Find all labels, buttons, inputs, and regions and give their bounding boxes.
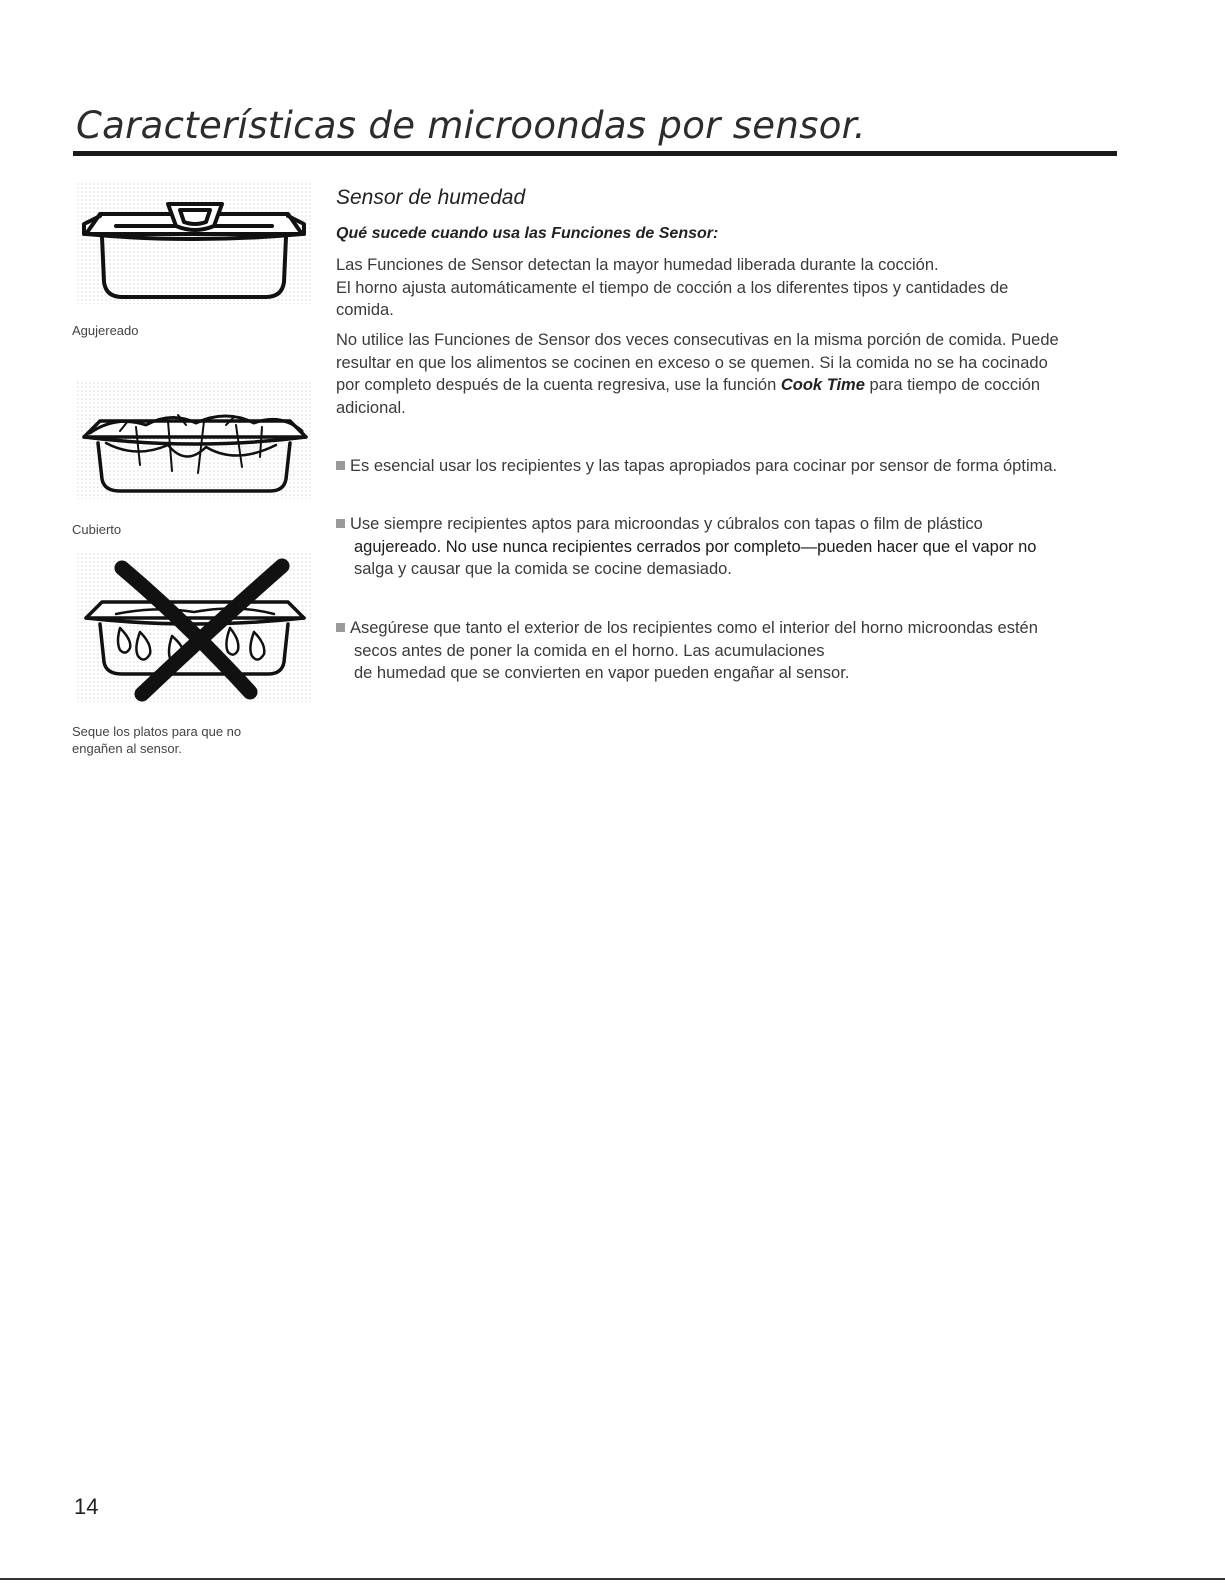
figure-caption-dry-line1: Seque los platos para que no bbox=[72, 724, 242, 739]
vented-casserole-figure bbox=[76, 182, 312, 304]
bullet-square-icon bbox=[336, 623, 345, 632]
bullet-square-icon bbox=[336, 519, 345, 528]
para2-line1: No utilice las Funciones de Sensor dos veces consecutivas en la misma porción de comida. Puede bbox=[336, 331, 1059, 349]
figure-caption-vented: Agujereado bbox=[72, 323, 139, 338]
bullet-square-icon bbox=[336, 461, 345, 470]
section-heading: Sensor de humedad bbox=[336, 186, 526, 209]
para1-line3: comida. bbox=[336, 301, 394, 319]
para1-line2: El horno ajusta automáticamente el tiempo de cocción a los diferentes tipos y cantidades de bbox=[336, 278, 1009, 297]
bullet-vent-covers bbox=[336, 513, 1116, 581]
figure-caption-dry-line2: engañen al sensor. bbox=[72, 741, 182, 756]
para2-line3-post: para tiempo de cocción bbox=[864, 376, 1041, 394]
bullet2-line1: Use siempre recipientes aptos para microondas y cúbralos con tapas o film de plástico bbox=[350, 515, 983, 533]
figure-caption-dry bbox=[72, 723, 241, 757]
page-number: 14 bbox=[74, 1494, 99, 1519]
section-subheading: Qué sucede cuando usa las Funciones de Sensor: bbox=[336, 225, 719, 242]
wet-dish-figure bbox=[76, 552, 312, 702]
cook-time-command: Cook Time bbox=[780, 376, 865, 394]
title-rule bbox=[73, 151, 1117, 156]
para2-line3-pre: por completo después de la cuenta regresiva, use la función bbox=[336, 376, 781, 394]
para2-line4: adicional. bbox=[336, 398, 406, 417]
figure-caption-covered: Cubierto bbox=[72, 522, 122, 537]
bottom-border bbox=[0, 1578, 1225, 1580]
paragraph-sensor-detect bbox=[336, 254, 1116, 322]
bullet-containers bbox=[336, 455, 1116, 478]
bullet2-line2: agujereado. No use nunca recipientes cerrados por completo—pueden hacer que el vapor no bbox=[354, 537, 1037, 556]
bullet-dry-dishes bbox=[336, 617, 1116, 685]
para2-line2: resultar en que los alimentos se cocinen en exceso o se quemen. Si la comida no se ha cocinado bbox=[336, 353, 1048, 372]
page-title: Características de microondas por sensor. bbox=[76, 104, 866, 147]
bullet2-line3: salga y causar que la comida se cocine demasiado. bbox=[354, 560, 732, 578]
bullet3-line1: Asegúrese que tanto el exterior de los recipientes como el interior del horno microondas estén bbox=[350, 619, 1038, 637]
wet-dish-crossed-icon bbox=[76, 552, 312, 702]
covered-dish-figure bbox=[76, 381, 312, 499]
bullet3-line3: de humedad que se convierten en vapor pueden engañar al sensor. bbox=[354, 664, 850, 682]
para1-line1: Las Funciones de Sensor detectan la mayor humedad liberada durante la cocción. bbox=[336, 256, 939, 274]
bullet1-text: Es esencial usar los recipientes y las tapas apropiados para cocinar por sensor de forma óptima. bbox=[350, 457, 1058, 475]
paragraph-no-repeat bbox=[336, 329, 1116, 419]
bullet3-line2: secos antes de poner la comida en el horno. Las acumulaciones bbox=[354, 641, 825, 660]
covered-dish-icon bbox=[76, 381, 312, 499]
vented-casserole-icon bbox=[76, 182, 312, 304]
